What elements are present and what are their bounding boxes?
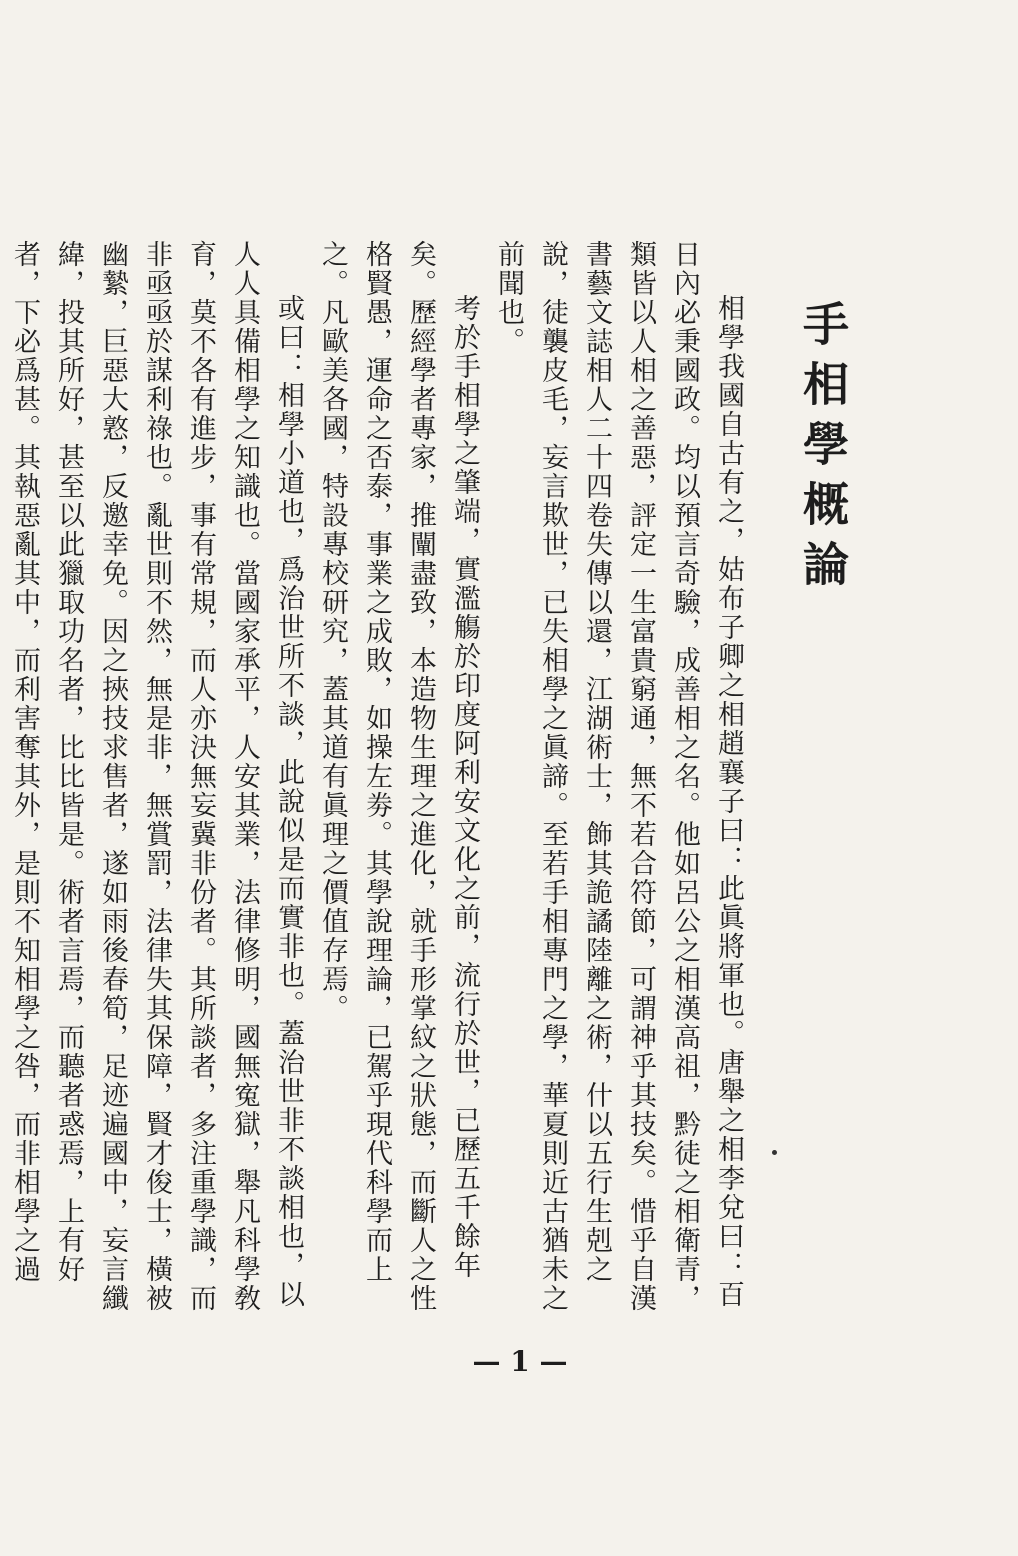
paragraph-1: 相學我國自古有之，姑布子卿之相趙襄子曰：此眞將軍也。唐舉之相李兌曰：百日內必秉國政。均以預言奇驗，成善相之名。他如呂公之相漢高祖，黔徒之相衛青，類皆以人相之善惡，評定一生富貴窮通，無不若合符節，可謂神乎其技矣。惜乎自漢書藝文誌相人二十四卷失傳以還，江湖術士，飾其詭譎陸離之術，什以五行生剋之說，徒襲皮毛，妄言欺世，已失相學之眞諦。至若手相專門之學，華夏則近古猶未之前聞也。 bbox=[493, 240, 744, 1313]
page-title: 手相學概論 bbox=[796, 300, 850, 600]
body-text bbox=[9, 240, 750, 1320]
ink-speck bbox=[772, 1150, 777, 1155]
paragraph-2: 考於手相學之肇端，實濫觴於印度阿利安文化之前，流行於世，已歷五千餘年矣。歷經學者專家，推闡盡致，本造物生理之進化，就手形掌紋之狀態，而斷人之性格賢愚，運命之否泰，事業之成敗，如操左劵。其學說理論，已駕乎現代科學而上之。凡歐美各國，特設專校研究，蓋其道有眞理之價值存焉。 bbox=[317, 240, 480, 1313]
page-number: — 1 — bbox=[472, 1345, 568, 1378]
paragraph-3: 或曰：相學小道也，爲治世所不談，此說似是而實非也。蓋治世非不談相也，以人人具備相學之知識也。當國家承平，人安其業，法律修明，國無寃獄，舉凡科學敎育，莫不各有進步，事有常規，而人亦決無妄冀非份者。其所談者，多注重學識，而非亟亟於謀利祿也。亂世則不然，無是非，無賞罰，法律失其保障，賢才俊士，橫被幽縶，巨惡大憝，反邀幸免。因之挾技求售者，遂如雨後春筍，足迹遍國中，妄言纖緯，投其所好，甚至以此獵取功名者，比比皆是。術者言焉，而聽者惑焉，上有好者，下必爲甚。其執惡亂其中，而利害奪其外，是則不知相學之咎，而非相學之過 bbox=[9, 240, 304, 1313]
